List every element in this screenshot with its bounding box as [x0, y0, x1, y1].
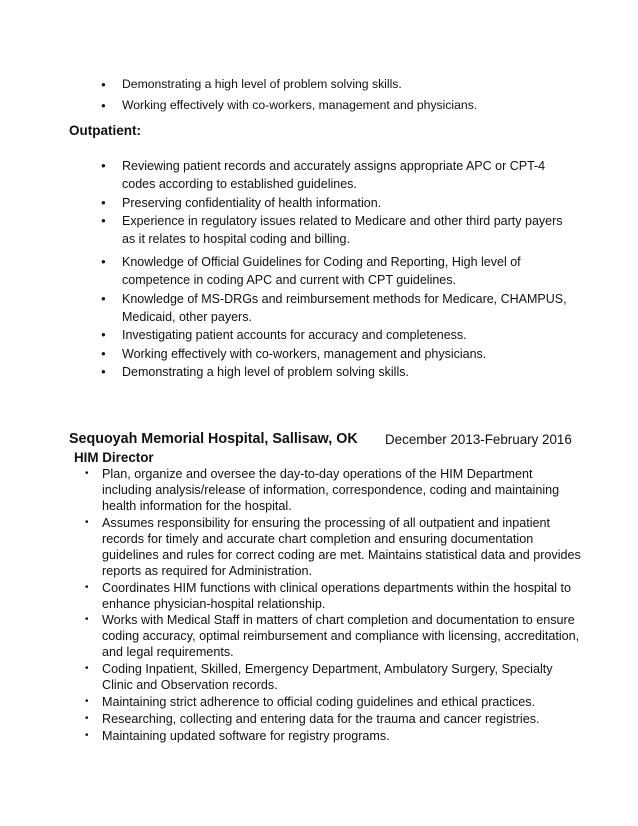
list-item: ● Preserving confidentiality of health information. — [101, 194, 571, 212]
list-item: • Researching, collecting and entering data for the trauma and cancer registries. — [85, 711, 585, 727]
list-item: ● Working effectively with co-workers, management and physicians. — [101, 95, 581, 116]
list-item: ● Working effectively with co-workers, management and physicians. — [101, 345, 571, 363]
job-title: HIM Director — [74, 450, 154, 465]
list-item: ● Knowledge of MS-DRGs and reimbursement methods for Medicare, CHAMPUS, Medicaid, other payers. — [101, 290, 571, 326]
outpatient-bullet-list — [101, 157, 571, 382]
list-item: • Coordinates HIM functions with clinical operations departments within the hospital to enhance physician-hospital relationship. — [85, 580, 585, 612]
employer-line — [69, 431, 572, 447]
list-item: ● Experience in regulatory issues related to Medicare and other third party payers as it relates to hospital coding and billing. — [101, 212, 571, 248]
duty-bullet-list — [85, 466, 585, 744]
list-item: ● Reviewing patient records and accurately assigns appropriate APC or CPT-4 codes according to established guidelines. — [101, 157, 571, 193]
list-item: • Maintaining strict adherence to official coding guidelines and ethical practices. — [85, 694, 585, 710]
list-item: • Coding Inpatient, Skilled, Emergency Department, Ambulatory Surgery, Specialty Clinic and Observation records. — [85, 661, 585, 693]
outpatient-heading: Outpatient: — [69, 123, 141, 138]
list-item: ● Demonstrating a high level of problem solving skills. — [101, 74, 581, 95]
list-item: • Assumes responsibility for ensuring the processing of all outpatient and inpatient records for timely and accurate chart completion and ensuring documentation guidelines and rules for correct coding are met. Maintains statistical data and provides reports as required for Administration. — [85, 515, 585, 579]
list-item: ● Demonstrating a high level of problem solving skills. — [101, 363, 571, 381]
list-item: ● Knowledge of Official Guidelines for Coding and Reporting, High level of competence in coding APC and current with CPT guidelines. — [101, 253, 571, 289]
list-item: • Works with Medical Staff in matters of chart completion and documentation to ensure coding accuracy, optimal reimbursement and compliance with licensing, accreditation, and legal requirements. — [85, 612, 585, 660]
top-bullet-list — [101, 74, 581, 116]
list-item: • Maintaining updated software for registry programs. — [85, 728, 585, 744]
employment-dates: December 2013-February 2016 — [385, 432, 572, 447]
employer-name: Sequoyah Memorial Hospital, Sallisaw, OK — [69, 431, 358, 447]
list-item: ● Investigating patient accounts for accuracy and completeness. — [101, 326, 571, 344]
list-item: • Plan, organize and oversee the day-to-day operations of the HIM Department including analysis/release of information, correspondence, coding and maintaining health information for the hospital. — [85, 466, 585, 514]
